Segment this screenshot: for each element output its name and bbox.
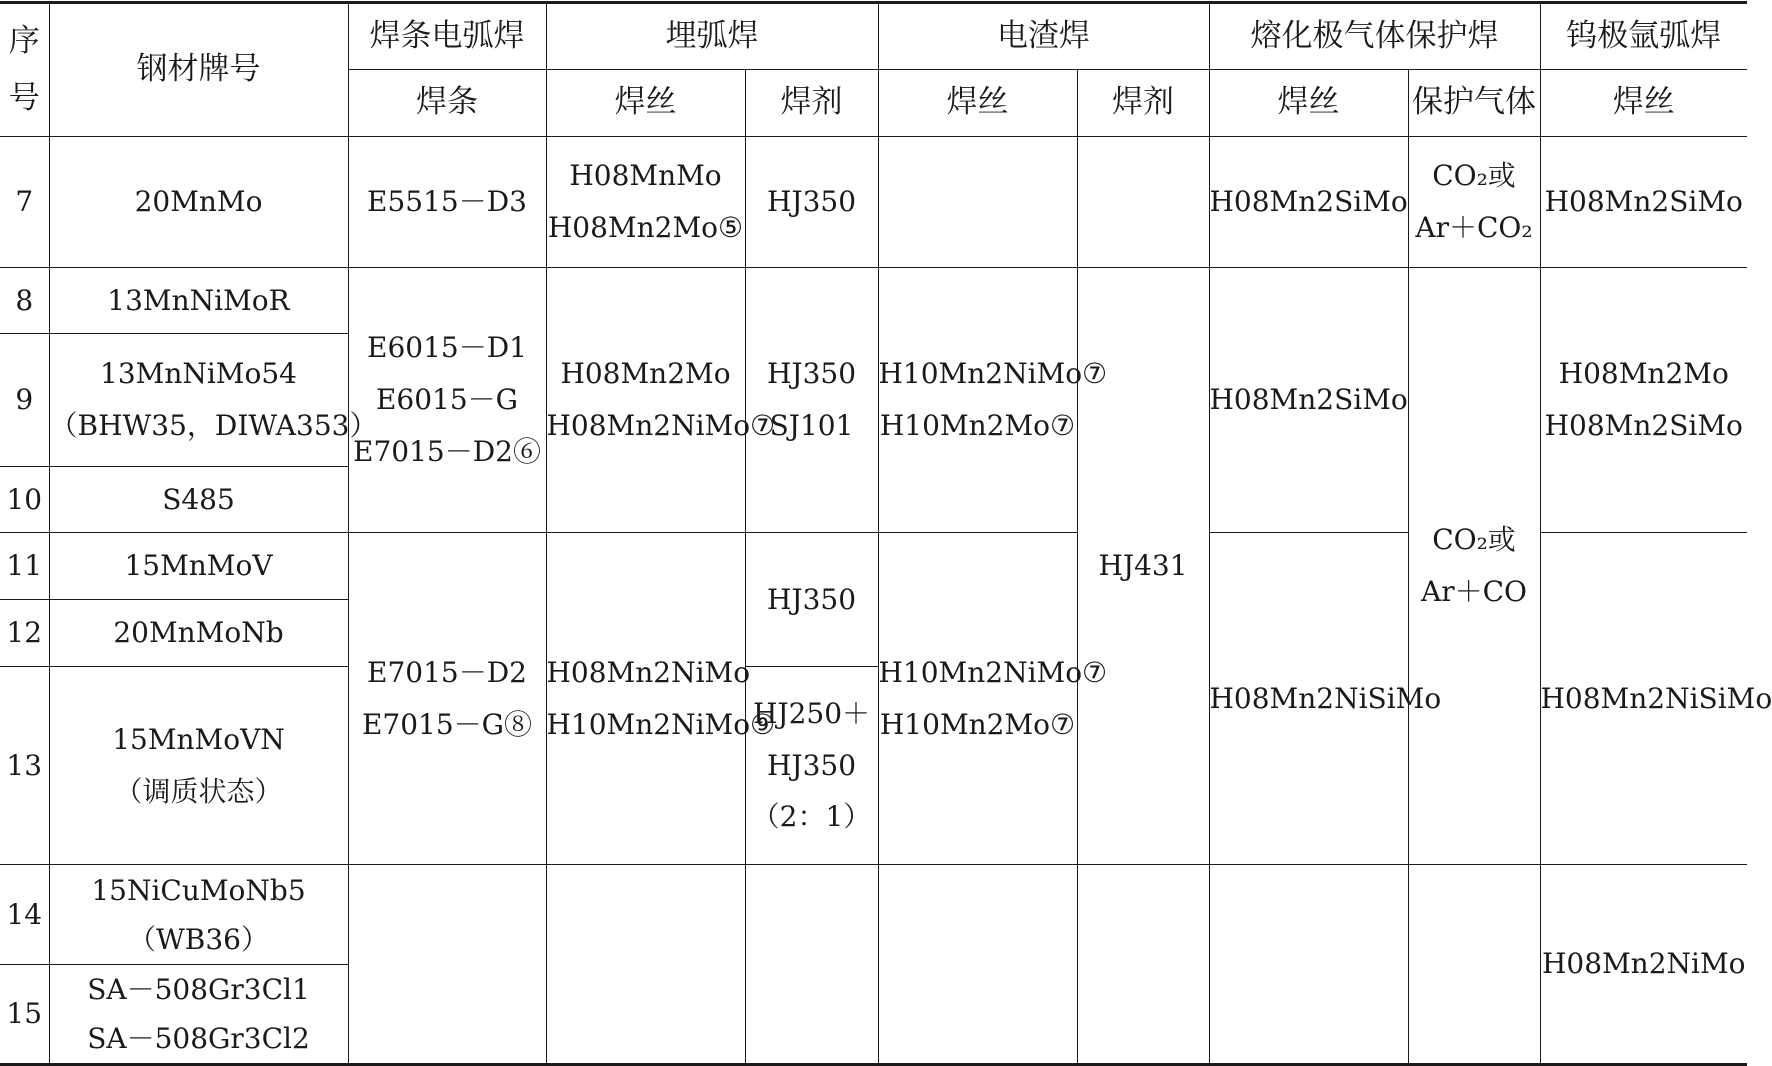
- saw-flux-cell: HJ350 SJ101: [745, 268, 878, 533]
- saw-wire-cell-empty: [546, 865, 745, 1065]
- gtaw-wire-cell: H08Mn2SiMo: [1540, 137, 1747, 268]
- header-esw-wire: 焊丝: [878, 70, 1077, 137]
- smaw-electrode-cell: E6015－D1 E6015－G E7015－D2⑥: [348, 268, 546, 533]
- steel-grade-cell: 15NiCuMoNb5 （WB36）: [49, 865, 348, 965]
- header-gtaw: 钨极氩弧焊: [1540, 3, 1747, 70]
- header-saw-wire: 焊丝: [546, 70, 745, 137]
- esw-flux-cell-empty: [1077, 137, 1209, 268]
- steel-grade-cell: 20MnMoNb: [49, 600, 348, 667]
- esw-wire-cell-empty: [878, 137, 1077, 268]
- header-gmaw-gas: 保护气体: [1408, 70, 1540, 137]
- steel-grade-cell: 13MnNiMo54 （BHW35，DIWA353）: [49, 334, 348, 467]
- saw-flux-cell-empty: [745, 865, 878, 1065]
- esw-wire-cell: H10Mn2NiMo⑦ H10Mn2Mo⑦: [878, 268, 1077, 533]
- saw-wire-cell: H08Mn2NiMo H10Mn2NiMo⑨: [546, 533, 745, 865]
- gmaw-wire-cell: H08Mn2SiMo: [1209, 268, 1408, 533]
- gmaw-gas-cell-shared: CO₂或 Ar＋CO: [1408, 268, 1540, 865]
- saw-flux-cell: HJ250＋ HJ350 （2：1）: [745, 667, 878, 865]
- header-gmaw: 熔化极气体保护焊: [1209, 3, 1540, 70]
- gtaw-wire-cell: H08Mn2NiMo: [1540, 865, 1747, 1065]
- seq-cell: 8: [0, 268, 49, 334]
- header-smaw: 焊条电弧焊: [348, 3, 546, 70]
- saw-flux-cell: HJ350: [745, 533, 878, 667]
- gmaw-wire-cell: H08Mn2SiMo: [1209, 137, 1408, 268]
- esw-wire-cell: H10Mn2NiMo⑦ H10Mn2Mo⑦: [878, 533, 1077, 865]
- steel-grade-cell: 15MnMoVN （调质状态）: [49, 667, 348, 865]
- gmaw-wire-cell: H08Mn2NiSiMo: [1209, 533, 1408, 865]
- header-seq: 序 号: [0, 3, 49, 137]
- header-gtaw-wire: 焊丝: [1540, 70, 1747, 137]
- esw-wire-cell-empty: [878, 865, 1077, 1065]
- header-gmaw-wire: 焊丝: [1209, 70, 1408, 137]
- header-smaw-electrode: 焊条: [348, 70, 546, 137]
- gmaw-wire-cell-empty: [1209, 865, 1408, 1065]
- steel-grade-cell: 15MnMoV: [49, 533, 348, 600]
- gmaw-gas-cell-empty: [1408, 865, 1540, 1065]
- seq-cell: 7: [0, 137, 49, 268]
- saw-wire-cell: H08Mn2Mo H08Mn2NiMo⑦: [546, 268, 745, 533]
- table-row-14: [0, 865, 1747, 965]
- seq-cell: 15: [0, 965, 49, 1065]
- seq-cell: 12: [0, 600, 49, 667]
- steel-grade-cell: SA－508Gr3Cl1 SA－508Gr3Cl2: [49, 965, 348, 1065]
- steel-grade-cell: 13MnNiMoR: [49, 268, 348, 334]
- esw-flux-cell-empty: [1077, 865, 1209, 1065]
- seq-cell: 10: [0, 467, 49, 533]
- gtaw-wire-cell: H08Mn2Mo H08Mn2SiMo: [1540, 268, 1747, 533]
- saw-wire-cell: H08MnMo H08Mn2Mo⑤: [546, 137, 745, 268]
- table-row-7: [0, 137, 1747, 268]
- header-saw-flux: 焊剂: [745, 70, 878, 137]
- smaw-electrode-cell: E7015－D2 E7015－G⑧: [348, 533, 546, 865]
- seq-cell: 11: [0, 533, 49, 600]
- smaw-electrode-cell-empty: [348, 865, 546, 1065]
- seq-cell: 13: [0, 667, 49, 865]
- smaw-electrode-cell: E5515－D3: [348, 137, 546, 268]
- esw-flux-cell-shared: HJ431: [1077, 268, 1209, 865]
- header-saw: 埋弧焊: [546, 3, 878, 70]
- seq-cell: 14: [0, 865, 49, 965]
- saw-flux-cell: HJ350: [745, 137, 878, 268]
- steel-grade-cell: 20MnMo: [49, 137, 348, 268]
- seq-cell: 9: [0, 334, 49, 467]
- gtaw-wire-cell: H08Mn2NiSiMo: [1540, 533, 1747, 865]
- header-esw: 电渣焊: [878, 3, 1209, 70]
- steel-grade-cell: S485: [49, 467, 348, 533]
- header-steel-grade: 钢材牌号: [49, 3, 348, 137]
- gmaw-gas-cell: CO₂或 Ar＋CO₂: [1408, 137, 1540, 268]
- header-esw-flux: 焊剂: [1077, 70, 1209, 137]
- header-row-groups: [0, 3, 1747, 70]
- welding-materials-table: [0, 1, 1772, 1066]
- table-row-8: [0, 268, 1747, 334]
